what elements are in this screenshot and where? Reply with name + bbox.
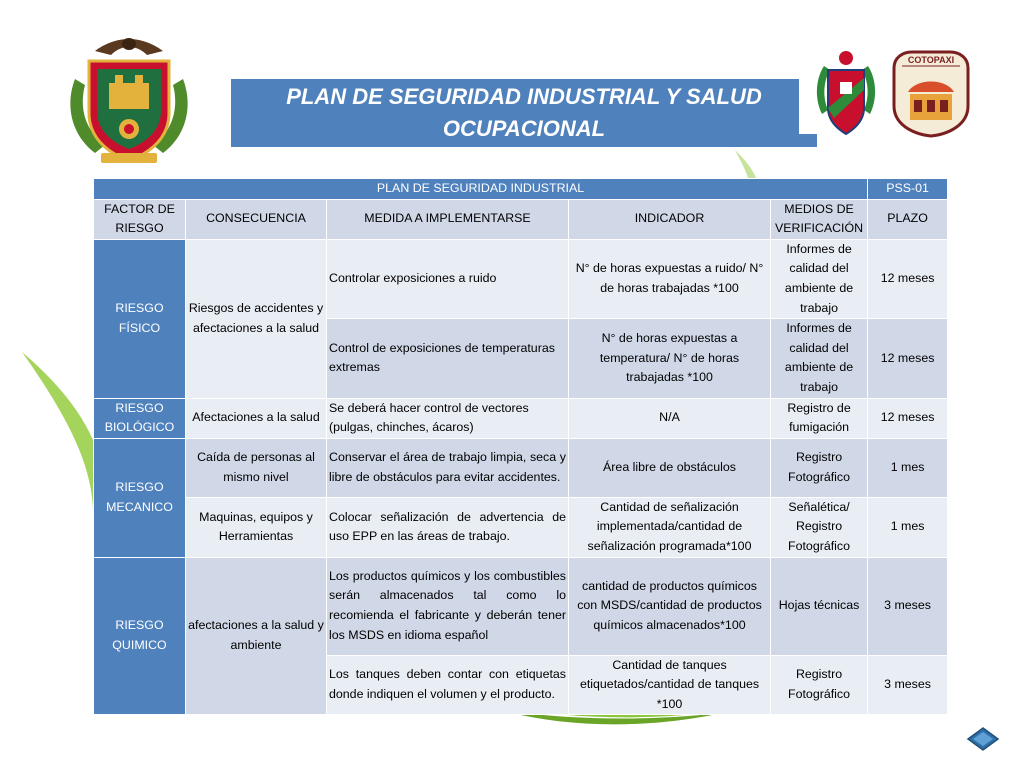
table-row [94,557,948,655]
column-header-plazo: PLAZO [868,199,948,239]
consecuencia-cell: Afectaciones a la salud [186,398,327,438]
indicador-cell: Área libre de obstáculos [569,438,771,497]
safety-plan-table [93,178,948,715]
indicador-cell: N° de horas expuestas a ruido/ N° de horas trabajadas *100 [569,239,771,318]
plazo-cell: 1 mes [868,438,948,497]
column-header-factor: FACTOR DE RIESGO [94,199,186,239]
medida-cell: Colocar señalización de advertencia de uso EPP en las áreas de trabajo. [327,497,569,557]
table-row [94,398,948,438]
medios-cell: Registro de fumigación [771,398,868,438]
medios-cell: Hojas técnicas [771,557,868,655]
medios-cell: Señalética/ Registro Fotográfico [771,497,868,557]
table-code: PSS-01 [868,179,948,200]
consecuencia-cell: Riesgos de accidentes y afectaciones a la salud [186,239,327,398]
consecuencia-cell: Maquinas, equipos y Herramientas [186,497,327,557]
table-title-row [94,179,948,200]
plazo-cell: 3 meses [868,557,948,655]
factor-cell: RIESGO FÍSICO [94,239,186,398]
consecuencia-cell: afectaciones a la salud y ambiente [186,557,327,715]
indicador-cell: N/A [569,398,771,438]
medios-cell: Registro Fotográfico [771,438,868,497]
medios-cell: Informes de calidad del ambiente de trabajo [771,319,868,398]
table-title: PLAN DE SEGURIDAD INDUSTRIAL [94,179,868,200]
institution-shield-icon [812,48,880,136]
page-title-line2: OCUPACIONAL [442,116,606,141]
column-header-medida: MEDIDA A IMPLEMENTARSE [327,199,569,239]
column-header-medios: MEDIOS DE VERIFICACIÓN [771,199,868,239]
table-row [94,497,948,557]
page-title-line1: PLAN DE SEGURIDAD INDUSTRIAL Y SALUD [286,84,762,109]
indicador-cell: cantidad de productos químicos con MSDS/cantidad de productos químicos almacenados*100 [569,557,771,655]
medida-cell: Control de exposiciones de temperaturas extremas [327,319,569,398]
title-banner [231,79,817,147]
factor-cell: RIESGO BIOLÓGICO [94,398,186,438]
plazo-cell: 12 meses [868,398,948,438]
consecuencia-cell: Caída de personas al mismo nivel [186,438,327,497]
medida-cell: Controlar exposiciones a ruido [327,239,569,318]
university-crest-icon [55,35,203,167]
column-header-consecuencia: CONSECUENCIA [186,199,327,239]
plazo-cell: 12 meses [868,319,948,398]
cotopaxi-crest-icon [888,48,974,138]
medios-cell: Registro Fotográfico [771,655,868,715]
medios-cell: Informes de calidad del ambiente de trabajo [771,239,868,318]
column-header-row [94,199,948,239]
medida-cell: Los tanques deben contar con etiquetas donde indiquen el volumen y el producto. [327,655,569,715]
medida-cell: Se deberá hacer control de vectores (pulgas, chinches, ácaros) [327,398,569,438]
plazo-cell: 3 meses [868,655,948,715]
indicador-cell: N° de horas expuestas a temperatura/ N° de horas trabajadas *100 [569,319,771,398]
indicador-cell: Cantidad de tanques etiquetados/cantidad de tanques *100 [569,655,771,715]
indicador-cell: Cantidad de señalización implementada/cantidad de señalización programada*100 [569,497,771,557]
medida-cell: Conservar el área de trabajo limpia, seca y libre de obstáculos para evitar accidentes. [327,438,569,497]
column-header-indicador: INDICADOR [569,199,771,239]
medida-cell: Los productos químicos y los combustibles serán almacenados tal como lo recomienda el fabricante y deberán tener los MSDS en idioma español [327,557,569,655]
plazo-cell: 1 mes [868,497,948,557]
table-row [94,438,948,497]
svg-text:COTOPAXI: COTOPAXI [907,55,955,65]
factor-cell: RIESGO QUIMICO [94,557,186,715]
plazo-cell: 12 meses [868,239,948,318]
factor-cell: RIESGO MECANICO [94,438,186,557]
table-row [94,239,948,318]
next-slide-icon[interactable] [966,726,1000,752]
